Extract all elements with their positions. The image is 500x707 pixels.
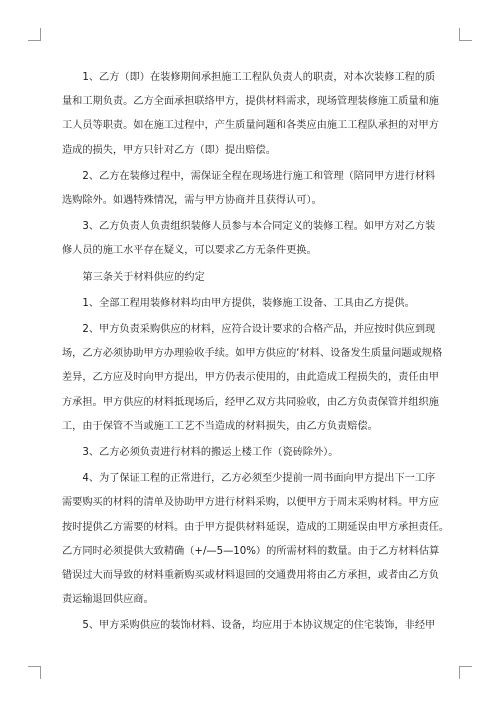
text-line: 选购除外。如遇特殊情况，需与甲方协商并且获得认可）。 <box>62 195 322 207</box>
text-line: 需要购买的材料的清单及协助甲方进行材料采购，以便甲方于周末采购材料。甲方应 <box>62 497 439 509</box>
text-line: 方承担。甲方供应的材料抵现场后，经甲乙双方共同验收，由乙方负责保管并组织施 <box>62 396 439 408</box>
text-line: 5、甲方采购供应的装饰材料、设备，均应用于本协议规定的住宅装饰，非经甲 <box>82 620 436 632</box>
text-line: 造成的损失，甲方只针对乙方（即）提出赔偿。 <box>62 144 276 156</box>
text-line: 第三条关于材料供应的约定 <box>82 271 205 283</box>
text-line: 责运输退回供应商。 <box>62 594 154 606</box>
paragraph <box>62 292 446 316</box>
paragraph <box>62 467 450 612</box>
paragraph <box>62 266 446 290</box>
text-line: 2、甲方负责采购供应的材料，应符合设计要求的合格产品，并应按时供应到现 <box>82 324 436 336</box>
text-line: 4、为了保证工程的正常进行，乙方必须至少提前一周书面向甲方提出下一工序 <box>82 473 436 485</box>
document-body <box>62 66 450 641</box>
text-line: 错误过大而导致的材料重新购买或材料退回的交通费用将由乙方承担，或者由乙方负 <box>62 570 439 582</box>
text-line: 乙方同时必须提供大致精确（+/—5—10%）的所需材料的数量。由于乙方材料估算 <box>62 545 440 557</box>
text-line: 按时提供乙方需要的材料。由于甲方提供材料延误，造成的工期延误由甲方承担责任。 <box>62 521 450 533</box>
paragraph <box>62 441 446 465</box>
text-line: 修人员的施工水平存在疑义，可以要求乙方无条件更换。 <box>62 245 317 257</box>
crop-mark-top-left <box>28 28 41 41</box>
text-line: 工，由于保管不当或施工工艺不当造成的材料损失，由乙方负责赔偿。 <box>62 420 378 432</box>
paragraph <box>62 165 446 213</box>
text-line: 2、乙方在装修过程中，需保证全程在现场进行施工和管理（陪同甲方进行材料 <box>82 170 436 182</box>
crop-mark-bottom-left <box>28 666 41 679</box>
paragraph <box>62 614 446 638</box>
crop-mark-bottom-right <box>459 666 472 679</box>
paragraph <box>62 215 446 263</box>
text-line: 场，乙方必须协助甲方办理验收手续。如甲方供应的‘材料、设备发生质量问题或规格 <box>62 348 443 360</box>
text-line: 3、乙方负责人负责组织装修人员参与本合同定义的装修工程。如甲方对乙方装 <box>82 221 436 233</box>
text-line: 工人员等职责。如在施工过程中，产生质量问题和各类应由施工工程队承担的对甲方 <box>62 120 439 132</box>
text-line: 3、乙方必须负责进行材料的搬运上楼工作（瓷砖除外）。 <box>82 447 339 459</box>
paragraph <box>62 66 446 163</box>
text-line: 差异，乙方应及时向甲方提出，甲方仍表示使用的，由此造成工程损失的，责任由甲 <box>62 372 439 384</box>
text-line: 量和工期负责。乙方全面承担联络甲方，提供材料需求，现场管理装修施工质量和施 <box>62 96 439 108</box>
crop-mark-top-right <box>459 28 472 41</box>
text-line: 1、乙方（即）在装修期间承担施工工程队负责人的职责，对本次装修工程的质 <box>82 72 436 83</box>
text-line: 1、全部工程用装修材料均由甲方提供，装修施工设备、工具由乙方提供。 <box>82 297 415 309</box>
paragraph <box>62 318 446 439</box>
